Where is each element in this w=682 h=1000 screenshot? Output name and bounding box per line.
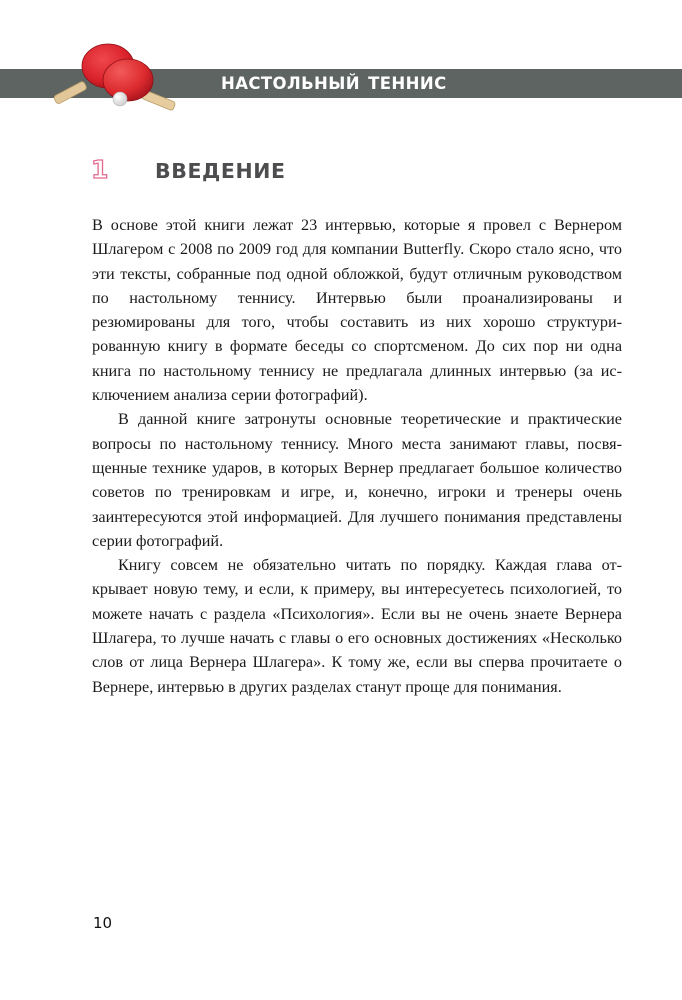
paragraph-1: В основе этой книги лежат 23 интервью, которые я провел с Вернером Шлагером с 2008 по 2009 год для компании Butterfly. Скоро стало ясно, что эти тексты, собранные под одной обложкой, будут отличным руководством по настольному теннису. Интервью были проанализированы и резюмированы для того, чтобы составить из них хорошо структурированную книгу в формате беседы со спортсменом. До сих пор ни одна книга по настольному теннису не предлагала длинных интервью (за исключением анализа серии фотографий). [92,216,622,405]
page-number: 10 [93,914,113,932]
chapter-number: 1 [91,155,109,184]
paragraph-2: В данной книге затронуты основные теоретические и практические вопросы по настольному теннису. Много места занимают главы, посвященные технике ударов, в которых Вернер предлагает большое количество советов по тренировкам и игре, и, конечно, игроки и тренеры очень заинтересуются этой информацией. Для лучшего понимания представлены серии фотографий. [92,410,622,550]
table-tennis-paddles-icon [44,38,184,114]
running-header-title: НАСТОЛЬНЫЙ ТЕННИС [221,74,447,93]
paragraph-3: Книгу совсем не обязательно читать по порядку. Каждая глава открывает новую тему, и если, к примеру, вы интересуетесь психологией, то можете начать с раздела «Психология». Если вы не очень знаете Вернера Шлагера, то лучше начать с главы о его основных достижениях «Несколько слов от лица Вернера Шлагера». К тому же, если вы сперва прочитаете о Вернере, интервью в других разделах станут проще для понимания. [92,556,622,696]
chapter-title: ВВЕДЕНИЕ [155,159,286,183]
body-text [92,213,622,699]
